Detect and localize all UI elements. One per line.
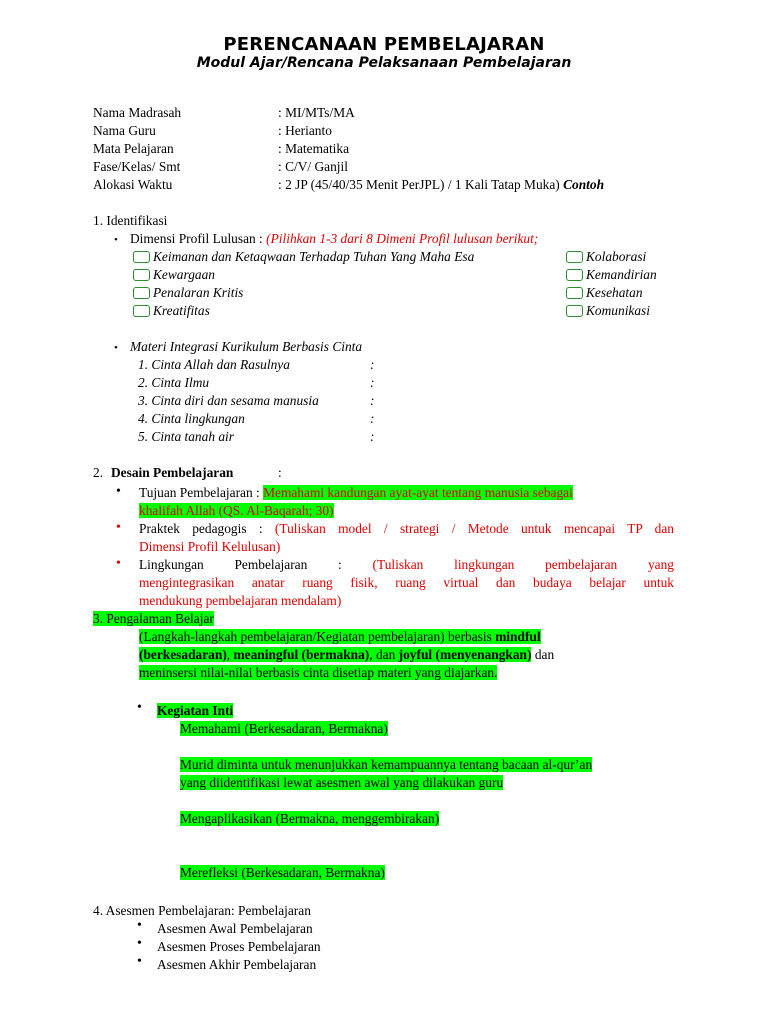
dimensi-profil-line: Dimensi Profil Lulusan : (Pilihkan 1-3 dari 8 Dimeni Profil lulusan berikut;	[130, 231, 539, 246]
info-label: Nama Guru	[93, 123, 156, 138]
materi-item: 5. Cinta tanah air	[138, 429, 234, 444]
materi-colon: :	[370, 411, 375, 426]
contoh-label: Contoh	[563, 177, 605, 192]
bullet-icon: •	[114, 342, 118, 354]
checkbox-icon[interactable]	[566, 269, 583, 281]
profile-option[interactable]: Kewargaan	[133, 266, 215, 284]
pengalaman-intro-2: (berkesadaran), meaningful (bermakna), dan joyful (menyenangkan) dan	[139, 647, 555, 662]
section-1-heading: 1. Identifikasi	[93, 213, 168, 228]
pengalaman-intro-3: meninsersi nilai-nilai berbasis cinta disetiap materi yang diajarkan.	[139, 665, 498, 680]
profile-option[interactable]: Kemandirian	[566, 266, 657, 284]
bullet-icon: •	[137, 918, 142, 933]
bullet-icon: •	[116, 484, 121, 499]
profile-option[interactable]: Kolaborasi	[566, 248, 646, 266]
checkbox-icon[interactable]	[133, 251, 150, 263]
info-value: : Matematika	[278, 141, 350, 156]
asesmen-item: Asesmen Awal Pembelajaran	[157, 921, 313, 936]
profile-option[interactable]: Keimanan dan Ketaqwaan Terhadap Tuhan Yang Maha Esa	[133, 248, 474, 266]
profile-option[interactable]: Kreatifitas	[133, 302, 210, 320]
murid-text-1: Murid diminta untuk menunjukkan kemampuannya tentang bacaan al-qur’an	[180, 757, 593, 772]
info-label: Nama Madrasah	[93, 105, 182, 120]
materi-item: 1. Cinta Allah dan Rasulnya	[138, 357, 290, 372]
info-label: Mata Pelajaran	[93, 141, 174, 156]
materi-heading: Materi Integrasi Kurikulum Berbasis Cinta	[130, 339, 363, 354]
bullet-icon: •	[137, 700, 142, 715]
lingkungan-line: Lingkungan Pembelajaran : (Tuliskan lingkungan pembelajaran yang	[139, 557, 674, 572]
checkbox-icon[interactable]	[133, 305, 150, 317]
asesmen-item: Asesmen Proses Pembelajaran	[157, 939, 321, 954]
tujuan-line-2: khalifah Allah (QS. Al-Baqarah; 30)	[139, 503, 334, 518]
pengalaman-intro-1: (Langkah-langkah pembelajaran/Kegiatan pembelajaran) berbasis mindful	[139, 629, 541, 644]
info-value: : 2 JP (45/40/35 Menit PerJPL) / 1 Kali Tatap Muka) Contoh	[278, 177, 605, 192]
lingkungan-line-2: mengintegrasikan anatar ruang fisik, ruang virtual dan budaya belajar untuk	[139, 575, 674, 590]
dimensi-note: (Pilihkan 1-3 dari 8 Dimeni Profil lulusan berikut;	[266, 231, 539, 246]
bullet-icon: •	[137, 954, 142, 969]
asesmen-item: Asesmen Akhir Pembelajaran	[157, 957, 317, 972]
materi-colon: :	[370, 375, 375, 390]
info-value: : MI/MTs/MA	[278, 105, 355, 120]
checkbox-icon[interactable]	[566, 251, 583, 263]
praktek-line-2: Dimensi Profil Kelulusan)	[139, 539, 281, 554]
section-4-heading: 4. Asesmen Pembelajaran: Pembelajaran	[93, 903, 311, 918]
profile-option[interactable]: Kesehatan	[566, 284, 643, 302]
materi-item: 3. Cinta diri dan sesama manusia	[138, 393, 319, 408]
bullet-icon: •	[114, 234, 118, 246]
materi-item: 4. Cinta lingkungan	[138, 411, 245, 426]
page-subtitle: Modul Ajar/Rencana Pelaksanaan Pembelajaran	[196, 55, 572, 71]
section-2-colon: :	[278, 465, 282, 480]
info-label: Fase/Kelas/ Smt	[93, 159, 181, 174]
materi-item: 2. Cinta Ilmu	[138, 375, 210, 390]
checkbox-icon[interactable]	[133, 287, 150, 299]
checkbox-icon[interactable]	[566, 287, 583, 299]
materi-colon: :	[370, 393, 375, 408]
mengaplikasikan-step: Mengaplikasikan (Bermakna, menggembirakan)	[180, 811, 440, 826]
kegiatan-inti-heading: Kegiatan Inti	[157, 703, 234, 718]
bullet-icon: •	[116, 520, 121, 535]
murid-text-2: yang diidentifikasi lewat asesmen awal yang dilakukan guru	[180, 775, 504, 790]
tujuan-line: Tujuan Pembelajaran : Memahami kandungan ayat-ayat tentang manusia sebagai	[139, 485, 573, 500]
checkbox-icon[interactable]	[133, 269, 150, 281]
info-label: Alokasi Waktu	[93, 177, 173, 192]
profile-option[interactable]: Komunikasi	[566, 302, 650, 320]
checkbox-icon[interactable]	[566, 305, 583, 317]
bullet-icon: •	[116, 556, 121, 571]
materi-colon: :	[370, 429, 375, 444]
materi-colon: :	[370, 357, 375, 372]
section-3-heading: 3. Pengalaman Belajar	[93, 611, 214, 626]
page-title: PERENCANAAN PEMBELAJARAN	[223, 34, 545, 55]
merefleksi-step: Merefleksi (Berkesadaran, Bermakna)	[180, 865, 385, 880]
info-value: : C/V/ Ganjil	[278, 159, 348, 174]
tujuan-text: Memahami kandungan ayat-ayat tentang manusia sebagai	[263, 485, 573, 500]
profile-option[interactable]: Penalaran Kritis	[133, 284, 243, 302]
bullet-icon: •	[137, 936, 142, 951]
praktek-line: Praktek pedagogis : (Tuliskan model / strategi / Metode untuk mencapai TP dan	[139, 521, 674, 536]
lingkungan-line-3: mendukung pembelajaran mendalam)	[139, 593, 342, 608]
memahami-step: Memahami (Berkesadaran, Bermakna)	[180, 721, 388, 736]
section-2-heading: Desain Pembelajaran	[111, 465, 234, 480]
section-2-number: 2.	[93, 465, 104, 480]
info-value: : Herianto	[278, 123, 332, 138]
